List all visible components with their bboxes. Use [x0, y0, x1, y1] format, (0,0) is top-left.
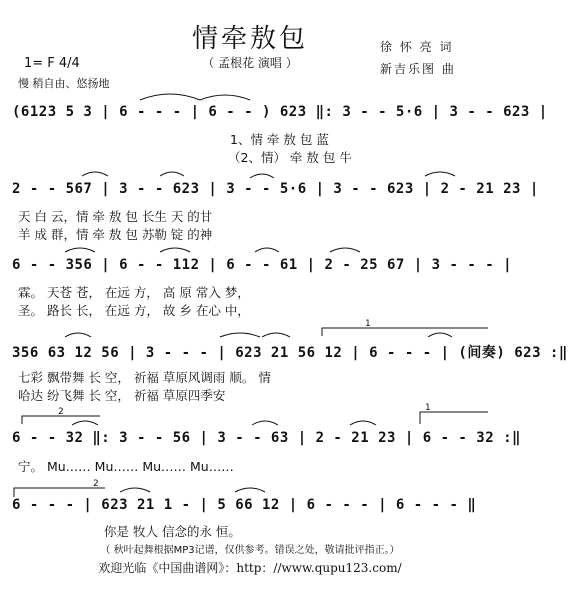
song-title: 情牵敖包: [191, 24, 308, 54]
tie-mark: [200, 95, 250, 100]
tempo-marking: 慢 稍自由、悠扬地: [18, 77, 110, 90]
score-row-4: 356 63 12 56 | 3 - - - | 623 21 56 12 | 6 - - - | (间奏) 623 :‖: [12, 345, 568, 361]
tie-mark: [82, 172, 108, 176]
score-row-2: 2 - - 567 | 3 - - 623 | 3 - - 5·6 | 3 - - 623 | 2 - 21 23 |: [12, 181, 539, 197]
lyricist-credit: 徐 怀 亮 词: [380, 40, 454, 54]
tie-mark: [425, 172, 455, 176]
tie-mark: [428, 333, 452, 337]
tie-mark: [72, 421, 98, 425]
volta-bracket: [420, 412, 488, 424]
tie-mark: [330, 248, 360, 252]
volta-bracket: [322, 328, 488, 336]
volta-label: 1: [365, 319, 371, 329]
lyric-row-4-verse-1: 七彩 飘带舞 长 空， 祈福 草原风调雨 顺。 情: [18, 370, 271, 385]
score-row-1: (6123 5 3 | 6 - - - | 6 - - ) 623 ‖: 3 - - 5·6 | 3 - - 623 |: [12, 104, 548, 120]
volta-label: 2: [58, 407, 64, 417]
lyric-row-5-verse-1: 宁。 Mu…… Mu…… Mu…… Mu……: [18, 459, 234, 474]
lyric-row-2-verse-1: 天 白 云，情 牵 敖 包 长生 天 的甘: [18, 209, 213, 224]
tie-mark: [220, 333, 260, 337]
performer-credit: （ 孟根花 演唱 ）: [202, 56, 298, 70]
tie-mark: [160, 172, 184, 176]
website-welcome: 欢迎光临《中国曲谱网》：http：//www.qupu123.com/: [98, 561, 402, 575]
tie-mark: [65, 248, 95, 252]
tie-mark: [120, 488, 150, 492]
tie-mark: [160, 248, 190, 252]
volta-label: 2: [93, 479, 99, 489]
score-row-5: 6 - - 32 ‖: 3 - - 56 | 3 - - 63 | 2 - 21 23 | 6 - - 32 :‖: [12, 430, 521, 446]
volta-bracket: [22, 416, 100, 424]
lyric-row-3-verse-2: 圣。 路长 长， 在远 方， 故 乡 在心 中，: [18, 303, 250, 318]
volta-label: 1: [425, 403, 431, 413]
tie-mark: [65, 333, 91, 337]
key-signature: 1= F 4/4: [24, 56, 80, 71]
lyric-row-6-verse-1: 你是 牧人 信念的永 恒。: [104, 524, 241, 539]
tie-mark: [235, 488, 265, 492]
score-row-6: 6 - - - | 623 21 1 - | 5 66 12 | 6 - - - | 6 - - - ‖: [12, 497, 477, 513]
transcription-note: （ 秋叶起舞根据MP3记谱，仅供参考。错误之处，敬请批评指正。）: [100, 545, 400, 556]
tie-mark: [252, 421, 278, 425]
tie-mark: [250, 174, 274, 178]
lyric-row-4-verse-2: 哈达 纷飞舞 长 空， 祈福 草原四季安: [18, 388, 226, 403]
lyric-row-3-verse-1: 霖。 天苍 苍， 在远 方， 高 原 常入 梦，: [18, 285, 250, 300]
composer-credit: 新吉乐图 曲: [380, 62, 456, 76]
tie-mark: [350, 421, 376, 425]
lyric-row-1-verse-1: 1、情 牵 敖 包 蓝: [230, 132, 329, 147]
score-row-3: 6 - - 356 | 6 - - 112 | 6 - - 61 | 2 - 25 67 | 3 - - - |: [12, 257, 513, 273]
lyric-row-2-verse-2: 羊 成 群，情 牵 敖 包 苏勒 锭 的神: [18, 227, 213, 242]
lyric-row-1-verse-2: （2、情） 牵 敖 包 牛: [228, 150, 352, 165]
tie-mark: [255, 248, 279, 252]
volta-bracket: [14, 488, 105, 497]
tie-mark: [140, 94, 200, 100]
tie-mark: [262, 333, 290, 337]
